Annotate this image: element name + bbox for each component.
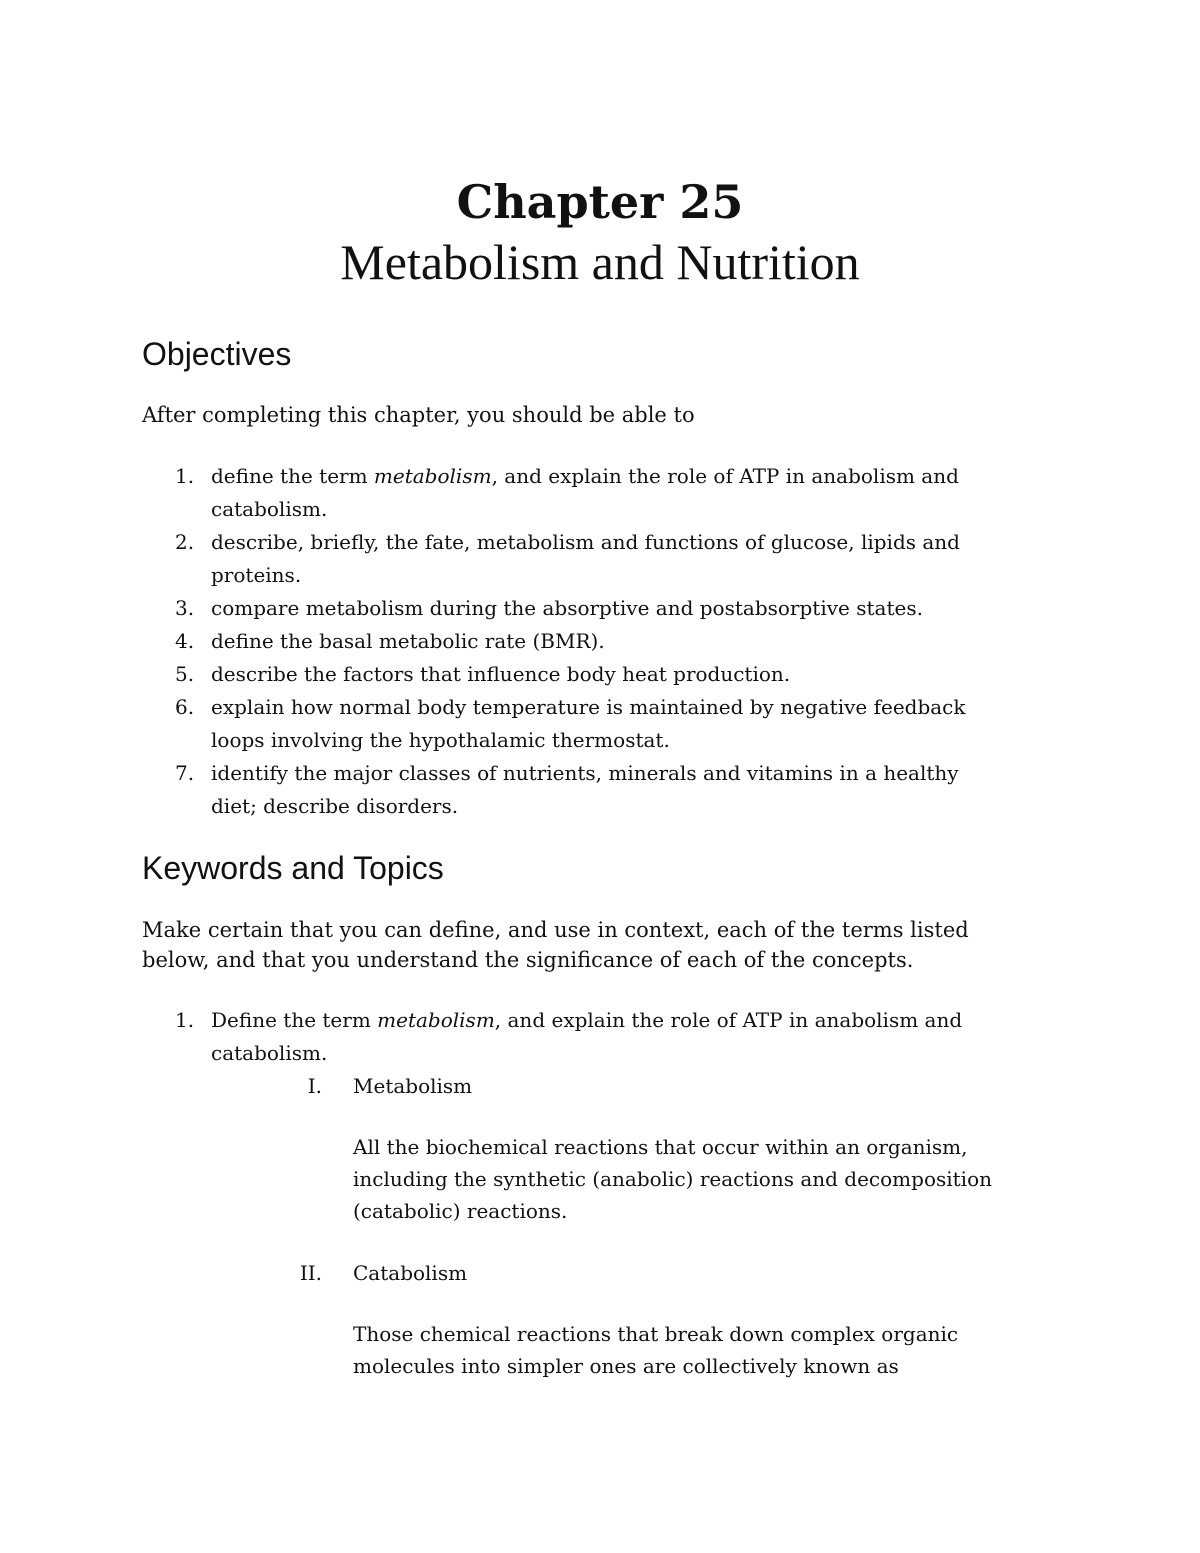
- definition-line: including the synthetic (anabolic) reactions and decomposition: [353, 1167, 992, 1191]
- objective-number: 2.: [175, 530, 195, 554]
- chapter-number: Chapter 25: [456, 175, 744, 229]
- subtopic-definition: [353, 1131, 1053, 1227]
- objective-item-4: [0, 625, 1060, 658]
- keyword-item-1: [0, 1004, 1060, 1070]
- objective-text: define the term: [211, 464, 374, 488]
- keyword-emphasis: metabolism: [377, 1008, 495, 1032]
- keywords-list: [0, 1004, 1060, 1070]
- definition-line: (catabolic) reactions.: [353, 1199, 568, 1223]
- definition-line: All the biochemical reactions that occur within an organism,: [353, 1135, 968, 1159]
- objective-text-wrap: diet; describe disorders.: [211, 794, 459, 818]
- keyword-number: 1.: [175, 1008, 195, 1032]
- objective-text: describe the factors that influence body heat production.: [211, 662, 791, 686]
- objective-number: 7.: [175, 761, 195, 785]
- keyword-text: Define the term: [211, 1008, 378, 1032]
- objective-item-5: [0, 658, 1060, 691]
- objective-number: 3.: [175, 596, 195, 620]
- objective-text: compare metabolism during the absorptive and postabsorptive states.: [211, 596, 923, 620]
- objectives-list: [0, 460, 1060, 823]
- subtopic-title: Metabolism: [353, 1074, 473, 1098]
- subtopic-title: Catabolism: [353, 1261, 468, 1285]
- objective-text-wrap: proteins.: [211, 563, 302, 587]
- objective-number: 6.: [175, 695, 195, 719]
- objective-text: define the basal metabolic rate (BMR).: [211, 629, 605, 653]
- objective-text-wrap: catabolism.: [211, 497, 328, 521]
- objective-number: 1.: [175, 464, 195, 488]
- objective-item-3: [0, 592, 1060, 625]
- definition-line: molecules into simpler ones are collectively known as: [353, 1354, 899, 1378]
- keywords-intro: [142, 915, 1042, 975]
- objective-text: describe, briefly, the fate, metabolism and functions of glucose, lipids and: [211, 530, 960, 554]
- objective-text: explain how normal body temperature is maintained by negative feedback: [211, 695, 966, 719]
- objective-item-1: [0, 460, 1060, 526]
- objective-item-7: [0, 757, 1060, 823]
- objective-text-wrap: loops involving the hypothalamic thermostat.: [211, 728, 670, 752]
- roman-numeral: I.: [307, 1074, 322, 1098]
- objectives-heading: Objectives: [142, 336, 292, 372]
- objective-emphasis: metabolism: [373, 464, 492, 488]
- chapter-title: Metabolism and Nutrition: [340, 234, 860, 290]
- subtopic-definition: [353, 1318, 1053, 1382]
- objective-item-2: [0, 526, 1060, 592]
- keyword-text-wrap: catabolism.: [211, 1041, 328, 1065]
- objectives-intro: After completing this chapter, you should be able to: [142, 403, 695, 427]
- objective-text: identify the major classes of nutrients, minerals and vitamins in a healthy: [211, 761, 959, 785]
- keyword-text-cont: , and explain the role of ATP in anabolism and: [494, 1008, 963, 1032]
- definition-line: Those chemical reactions that break down complex organic: [353, 1322, 959, 1346]
- objective-item-6: [0, 691, 1060, 757]
- keywords-intro-line-2: below, and that you understand the significance of each of the concepts.: [142, 948, 914, 972]
- keywords-intro-line-1: Make certain that you can define, and use in context, each of the terms listed: [142, 918, 969, 942]
- objective-number: 4.: [175, 629, 195, 653]
- keywords-heading: Keywords and Topics: [142, 850, 444, 886]
- roman-numeral: II.: [299, 1261, 322, 1285]
- objective-text-cont: , and explain the role of ATP in anabolism and: [491, 464, 959, 488]
- objective-number: 5.: [175, 662, 195, 686]
